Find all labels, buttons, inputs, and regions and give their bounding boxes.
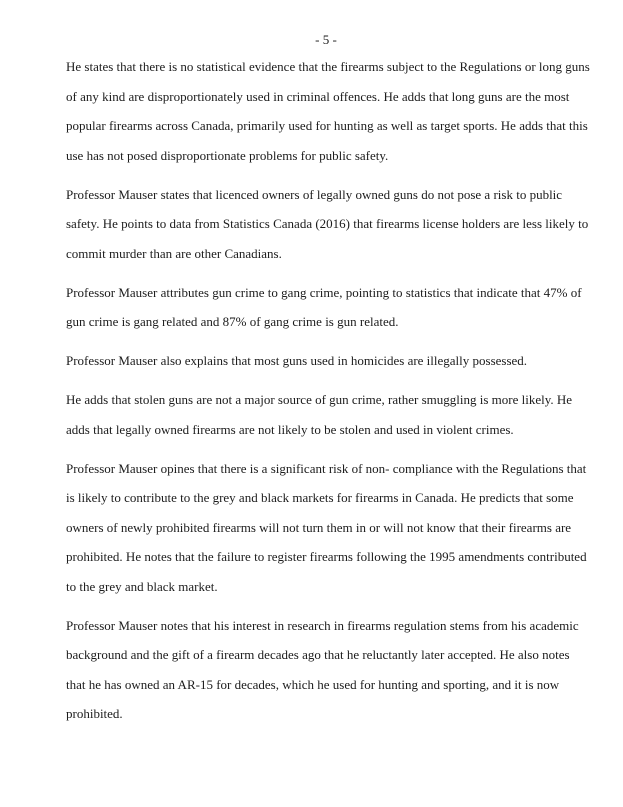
page-number: - 5 - — [315, 32, 337, 47]
text-line: Professor Mauser opines that there is a significant risk of non- compliance with the Regulations that — [66, 460, 587, 476]
text-line: popular firearms across Canada, primarily used for hunting as well as target sports. He adds that this — [66, 118, 588, 133]
paragraph — [66, 278, 611, 337]
paragraph — [66, 346, 611, 376]
paragraph — [66, 454, 611, 602]
paragraph — [66, 180, 611, 269]
text-line: commit murder than are other Canadians. — [66, 245, 282, 261]
text-line: Professor Mauser states that licenced owners of legally owned guns do not pose a risk to public — [66, 186, 563, 202]
text-line: He states that there is no statistical evidence that the firearms subject to the Regulations or long guns — [66, 59, 590, 74]
text-line: is likely to contribute to the grey and black markets for firearms in Canada. He predicts that some — [66, 490, 574, 505]
text-line: background and the gift of a firearm decades ago that he reluctantly later accepted. He also notes — [66, 647, 570, 662]
text-line: He adds that stolen guns are not a major source of gun crime, rather smuggling is more likely. He — [66, 392, 573, 407]
text-line: gun crime is gang related and 87% of gang crime is gun related. — [66, 314, 399, 329]
text-line: to the grey and black market. — [66, 578, 218, 594]
paragraph — [66, 611, 611, 729]
text-line: Professor Mauser notes that his interest in research in firearms regulation stems from his academic — [66, 617, 579, 633]
text-line: prohibited. He notes that the failure to register firearms following the 1995 amendments contributed — [66, 549, 587, 564]
text-line: of any kind are disproportionately used in criminal offences. He adds that long guns are the most — [66, 88, 570, 104]
paragraph — [66, 385, 611, 444]
text-line: prohibited. — [66, 706, 123, 721]
text-line: use has not posed disproportionate problems for public safety. — [66, 147, 389, 163]
text-line: Professor Mauser also explains that most guns used in homicides are illegally possessed. — [66, 353, 528, 368]
text-line: owners of newly prohibited firearms will not turn them in or will not know that their firearms are — [66, 519, 572, 535]
text-line: safety. He points to data from Statistics Canada (2016) that firearms license holders are less likely to — [66, 216, 589, 231]
paragraph — [66, 52, 611, 170]
document-body — [66, 52, 611, 729]
text-line: that he has owned an AR-15 for decades, which he used for hunting and sporting, and it is now — [66, 676, 560, 692]
text-line: Professor Mauser attributes gun crime to gang crime, pointing to statistics that indicate that 47% of — [66, 284, 582, 300]
text-line: adds that legally owned firearms are not likely to be stolen and used in violent crimes. — [66, 421, 514, 437]
